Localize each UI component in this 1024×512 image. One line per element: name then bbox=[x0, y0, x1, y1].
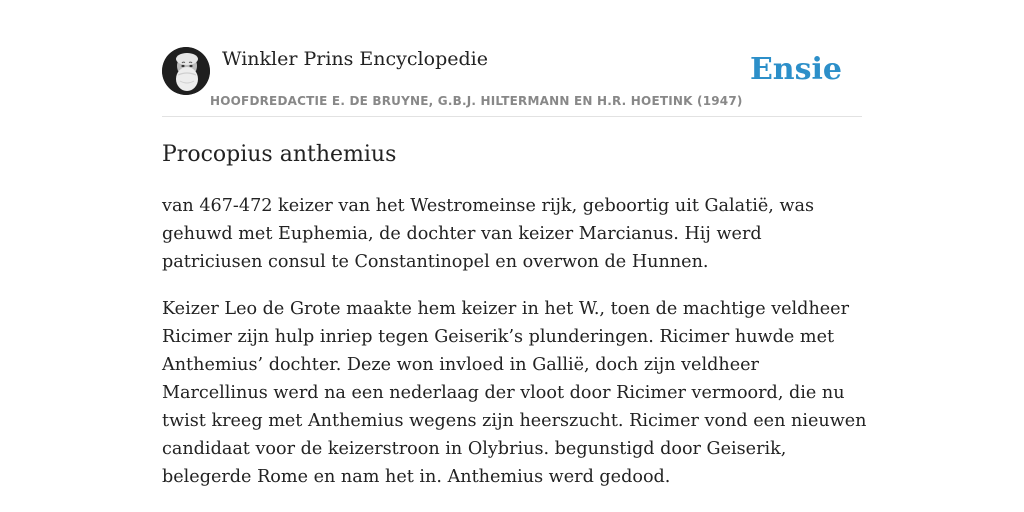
source-header bbox=[162, 0, 862, 117]
article-title: Procopius anthemius bbox=[162, 142, 397, 167]
article-paragraph: van 467-472 keizer van het Westromeinse rijk, geboortig uit Galatië, was gehuwd met Euphemia, de dochter van keizer Marcianus. Hij werd patriciusen consul te Constantinopel en overwon de Hunnen. bbox=[162, 196, 815, 272]
page bbox=[162, 0, 867, 487]
avatar[interactable] bbox=[162, 47, 210, 95]
source-title[interactable]: Winkler Prins Encyclopedie bbox=[222, 48, 488, 70]
article-body bbox=[162, 192, 867, 510]
source-editors: HOOFDREDACTIE E. DE BRUYNE, G.B.J. HILTERMANN EN H.R. HOETINK (1947) bbox=[210, 94, 743, 108]
article-paragraph: Keizer Leo de Grote maakte hem keizer in het W., toen de machtige veldheer Ricimer zijn hulp inriep tegen Geiserik’s plunderingen. Ricimer huwde met Anthemius’ dochter. Deze won invloed in Gallië, doch zijn veldheer Marcellinus werd na een nederlaag der vloot door Ricimer vermoord, die nu twist kreeg met Anthemius wegens zijn heerszucht. Ricimer vond een nieuwen candidaat voor de keizerstroon in Olybrius. begunstigd door Geiserik, belegerde Rome en nam het in. Anthemius werd gedood. bbox=[162, 299, 867, 487]
ensie-logo[interactable]: Ensie bbox=[749, 52, 842, 87]
bearded-man-portrait-icon bbox=[162, 47, 210, 95]
